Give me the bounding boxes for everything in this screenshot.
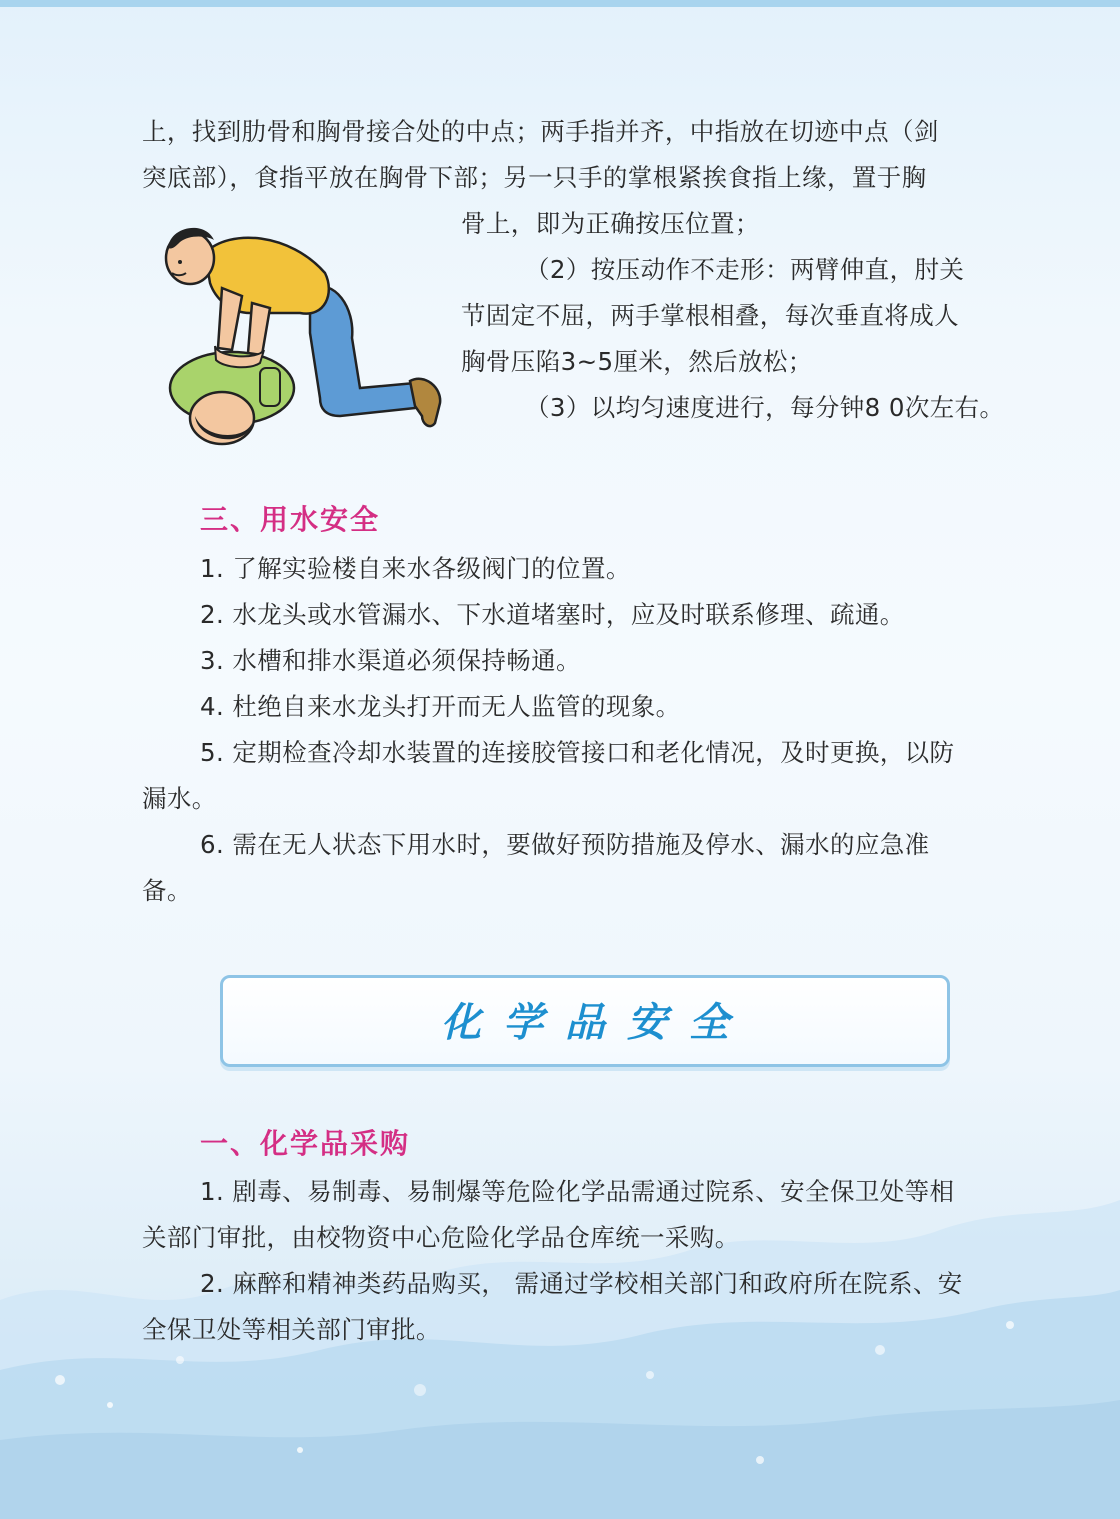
top-accent-bar [0, 0, 1120, 7]
purchase-item-2-line-1: 2. 麻醉和精神类药品购买， 需通过学校相关部门和政府所在院系、安 [200, 1269, 963, 1298]
purchase-item-1-line-2: 关部门审批，由校物资中心危险化学品仓库统一采购。 [142, 1223, 740, 1252]
cpr-text-line-4: （2）按压动作不走形：两臂伸直，肘关 [525, 255, 965, 284]
water-item-5-line-1: 5. 定期检查冷却水装置的连接胶管接口和老化情况，及时更换，以防 [200, 738, 955, 767]
cpr-text-line-2: 突底部），食指平放在胸骨下部；另一只手的掌根紧挨食指上缘，置于胸 [142, 163, 927, 192]
water-item-6-line-1: 6. 需在无人状态下用水时，要做好预防措施及停水、漏水的应急准 [200, 830, 930, 859]
purchase-item-2-line-2: 全保卫处等相关部门审批。 [142, 1315, 441, 1344]
water-item-2: 2. 水龙头或水管漏水、下水道堵塞时，应及时联系修理、疏通。 [200, 600, 905, 629]
cpr-text-line-3: 骨上，即为正确按压位置； [461, 209, 760, 238]
cpr-text-line-7: （3）以均匀速度进行，每分钟8 0次左右。 [525, 393, 1005, 422]
cpr-text-line-5: 节固定不屈，两手掌根相叠，每次垂直将成人 [461, 301, 959, 330]
cpr-chest-compression-illustration [160, 218, 450, 458]
water-item-4: 4. 杜绝自来水龙头打开而无人监管的现象。 [200, 692, 681, 721]
water-item-3: 3. 水槽和排水渠道必须保持畅通。 [200, 646, 581, 675]
water-item-1: 1. 了解实验楼自来水各级阀门的位置。 [200, 554, 631, 583]
water-item-6-line-2: 备。 [142, 876, 192, 905]
chemical-purchase-heading: 一、化学品采购 [200, 1127, 411, 1160]
water-safety-heading: 三、用水安全 [200, 503, 381, 536]
cpr-text-line-6: 胸骨压陷3~5厘米，然后放松； [461, 347, 813, 376]
chapter-banner-title: 化学品安全 [441, 1000, 751, 1046]
purchase-item-1-line-1: 1. 剧毒、易制毒、易制爆等危险化学品需通过院系、安全保卫处等相 [200, 1177, 955, 1206]
water-item-5-line-2: 漏水。 [142, 784, 217, 813]
cpr-text-line-1: 上，找到肋骨和胸骨接合处的中点；两手指并齐，中指放在切迹中点（剑 [142, 117, 939, 146]
chapter-banner [220, 975, 950, 1067]
